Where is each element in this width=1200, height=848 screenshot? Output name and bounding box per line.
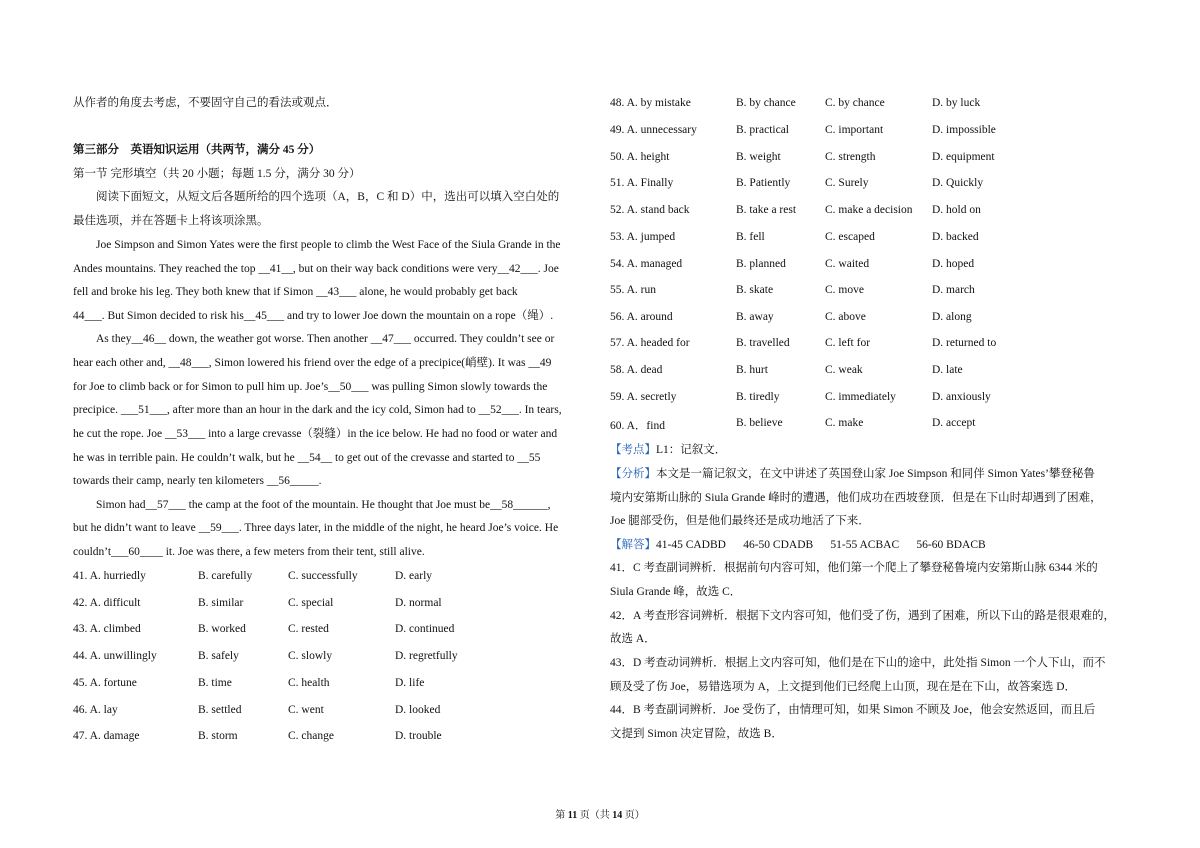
option-c: C. make (825, 417, 864, 429)
option-b: B. Patiently (736, 177, 791, 189)
option-b: B. storm (198, 730, 238, 742)
option-a: 54. A. managed (610, 258, 683, 270)
option-d: D. impossible (932, 124, 996, 136)
option-d: D. along (932, 311, 972, 323)
jieda-label: 【解答】 (610, 539, 656, 551)
option-b: B. safely (198, 650, 239, 662)
option-d: D. Quickly (932, 177, 984, 189)
passage-line: 44___. But Simon decided to risk his__45___ and try to lower Joe down the mountain on a rope（绳）. (73, 310, 554, 322)
option-c: C. rested (288, 623, 329, 635)
instructions-line-2: 最佳选项，并在答题卡上将该项涂黑。 (73, 215, 269, 227)
fenxi-line (610, 467, 1095, 481)
option-c: C. by chance (825, 97, 885, 109)
question-row (610, 231, 1130, 245)
passage-line: fell and broke his leg. They both knew that if Simon __43___ alone, he would probably get back (73, 286, 518, 298)
option-b: B. travelled (736, 337, 790, 349)
passage-line: couldn’t___60____ it. Joe was there, a few meters from their tent, still alive. (73, 546, 425, 558)
explanation-line: 顾及受了伤 Joe，易错选项为 A，上文提到他们已经爬上山顶，现在是在下山，故答案选 D． (610, 681, 1077, 693)
option-b: B. time (198, 677, 232, 689)
question-row (73, 730, 593, 744)
option-d: D. accept (932, 417, 976, 429)
fenxi-line: Joe 腿部受伤，但是他们最终还是成功地活了下来． (610, 515, 870, 527)
question-row (73, 597, 593, 611)
option-c: C. important (825, 124, 884, 136)
explanation-line: 43．D 考查动词辨析．根据上文内容可知，他们是在下山的途中，此处指 Simon 一个人下山，而不 (610, 657, 1106, 669)
explanation-line: Siula Grande 峰，故选 C． (610, 586, 742, 598)
option-a: 45. A. fortune (73, 677, 137, 689)
option-b: B. settled (198, 704, 242, 716)
passage-line: Andes mountains. They reached the top __41__, but on their way back conditions were very__42___. Joe (73, 263, 559, 275)
option-a: 58. A. dead (610, 364, 663, 376)
option-a: 42. A. difficult (73, 597, 141, 609)
option-d: D. march (932, 284, 975, 296)
passage-line: Joe Simpson and Simon Yates were the first people to climb the West Face of the Siula Grande in the (96, 239, 561, 251)
kaodian-line (610, 443, 726, 457)
option-d: D. by luck (932, 97, 981, 109)
kaodian-label: 【考点】 (610, 444, 656, 456)
passage-line: but he didn’t want to leave __59___. Three days later, in the middle of the night, he heard Joe’s voice. He (73, 522, 559, 534)
option-b: B. similar (198, 597, 244, 609)
option-d: D. continued (395, 623, 455, 635)
option-c: C. make a decision (825, 204, 913, 216)
passage-line: towards their camp, nearly ten kilometers __56_____. (73, 475, 322, 487)
option-b: B. carefully (198, 570, 253, 582)
instructions-line-1: 阅读下面短文，从短文后各题所给的四个选项（A，B，C 和 D）中，选出可以填入空白处的 (96, 191, 560, 203)
option-b: B. hurt (736, 364, 768, 376)
page-footer (0, 806, 1200, 821)
option-c: C. successfully (288, 570, 358, 582)
option-d: D. trouble (395, 730, 442, 742)
fenxi-label: 【分析】 (610, 468, 656, 480)
explanation-line: 41．C 考查副词辨析．根据前句内容可知，他们第一个爬上了攀登秘鲁境内安第斯山脉 6344 米的 (610, 562, 1098, 574)
passage-line: hear each other and, __48___, Simon lowered his friend over the edge of a precipice(峭壁). It was __49 (73, 357, 552, 369)
passage-line: Simon had__57___ the camp at the foot of the mountain. He thought that Joe must be__58______, (96, 499, 551, 511)
question-row (610, 97, 1130, 111)
kaodian-text: L1：记叙文． (656, 444, 727, 456)
option-b: B. weight (736, 151, 781, 163)
option-a: 60. A．find (610, 420, 665, 432)
option-a: 48. A. by mistake (610, 97, 691, 109)
passage-line: he cut the rope. Joe __53___ into a large crevasse（裂缝）in the ice below. He had no food or water and (73, 428, 558, 440)
option-a: 51. A. Finally (610, 177, 674, 189)
option-a: 43. A. climbed (73, 623, 141, 635)
question-row (73, 677, 593, 691)
question-row (73, 570, 593, 584)
option-b: B. skate (736, 284, 774, 296)
explanation-line: 44．B 考查副词辨析．Joe 受伤了，由情理可知，如果 Simon 不顾及 Joe，他会安然返回，而且后 (610, 704, 1096, 716)
option-a: 50. A. height (610, 151, 670, 163)
option-b: B. fell (736, 231, 765, 243)
option-c: C. health (288, 677, 330, 689)
option-b: B. take a rest (736, 204, 797, 216)
explanation-line: 文提到 Simon 决定冒险，故选 B． (610, 728, 783, 740)
question-row (610, 151, 1130, 165)
option-a: 46. A. lay (73, 704, 118, 716)
option-d: D. equipment (932, 151, 995, 163)
option-c: C. weak (825, 364, 863, 376)
option-c: C. immediately (825, 391, 896, 403)
explanation-line: 故选 A． (610, 633, 656, 645)
question-row (610, 204, 1130, 218)
option-c: C. went (288, 704, 324, 716)
option-a: 57. A. headed for (610, 337, 690, 349)
question-row (610, 364, 1130, 378)
question-row (610, 124, 1130, 138)
option-d: D. looked (395, 704, 441, 716)
question-row (610, 177, 1130, 191)
option-b: B. by chance (736, 97, 796, 109)
option-c: C. escaped (825, 231, 875, 243)
option-c: C. slowly (288, 650, 333, 662)
question-row (610, 284, 1130, 298)
intro-tail: 从作者的角度去考虑，不要固守自己的看法或观点． (73, 97, 338, 109)
jieda-text: 41-45 CADBD 46-50 CDADB 51-55 ACBAC 56-60 BDACB (656, 539, 986, 551)
footer-prefix: 第 (555, 810, 568, 821)
footer-suffix: 页） (622, 810, 645, 821)
total-pages: 14 (612, 810, 623, 821)
footer-mid: 页（共 (577, 810, 613, 821)
option-a: 55. A. run (610, 284, 656, 296)
option-b: B. tiredly (736, 391, 780, 403)
section-title: 第三部分 英语知识运用（共两节，满分 45 分） (73, 144, 321, 156)
option-c: C. strength (825, 151, 876, 163)
question-row (73, 650, 593, 664)
explanation-line: 42．A 考查形容词辨析．根据下文内容可知，他们受了伤，遇到了困难，所以下山的路是很艰难的， (610, 610, 1116, 622)
option-a: 41. A. hurriedly (73, 570, 146, 582)
passage-line: for Joe to climb back or for Simon to pull him up. Joe’s__50___ was pulling Simon slowly towards the (73, 381, 548, 393)
question-row (73, 704, 593, 718)
option-d: D. anxiously (932, 391, 991, 403)
option-b: B. believe (736, 417, 783, 429)
passage-line: he was in terrible pain. He couldn’t walk, but he __54__ to get out of the crevasse and started to __55 (73, 452, 541, 464)
option-a: 59. A. secretly (610, 391, 677, 403)
current-page: 11 (567, 810, 578, 821)
fenxi-text: 本文是一篇记叙文，在文中讲述了英国登山家 Joe Simpson 和同伴 Simon Yates’攀登秘鲁 (656, 468, 1095, 480)
fenxi-line: 境内安第斯山脉的 Siula Grande 峰时的遭遇，他们成功在西坡登顶．但是在下山时却遇到了困难， (610, 492, 1102, 504)
option-d: D. normal (395, 597, 442, 609)
option-c: C. waited (825, 258, 870, 270)
option-a: 49. A. unnecessary (610, 124, 697, 136)
passage-line: precipice. ___51___, after more than an hour in the dark and the icy cold, Simon had to __52___. In tears, (73, 404, 562, 416)
option-c: C. above (825, 311, 866, 323)
option-b: B. away (736, 311, 774, 323)
option-d: D. regretfully (395, 650, 458, 662)
question-row (73, 623, 593, 637)
question-row (610, 311, 1130, 325)
section-subtitle: 第一节 完形填空（共 20 小题；每题 1.5 分，满分 30 分） (73, 168, 361, 180)
option-d: D. late (932, 364, 963, 376)
option-c: C. special (288, 597, 334, 609)
option-b: B. practical (736, 124, 790, 136)
option-a: 53. A. jumped (610, 231, 676, 243)
option-a: 44. A. unwillingly (73, 650, 157, 662)
question-row (610, 258, 1130, 272)
option-d: D. life (395, 677, 425, 689)
option-a: 52. A. stand back (610, 204, 690, 216)
option-d: D. returned to (932, 337, 997, 349)
option-d: D. hold on (932, 204, 981, 216)
passage-line: As they__46__ down, the weather got worse. Then another __47___ occurred. They couldn’t see or (96, 333, 555, 345)
question-row (610, 417, 1130, 431)
option-d: D. hoped (932, 258, 975, 270)
option-d: D. backed (932, 231, 979, 243)
option-a: 47. A. damage (73, 730, 140, 742)
option-b: B. planned (736, 258, 786, 270)
jieda-line (610, 538, 986, 552)
option-c: C. change (288, 730, 334, 742)
option-a: 56. A. around (610, 311, 673, 323)
question-row (610, 391, 1130, 405)
option-b: B. worked (198, 623, 246, 635)
option-d: D. early (395, 570, 433, 582)
option-c: C. Surely (825, 177, 869, 189)
question-row (610, 337, 1130, 351)
option-c: C. move (825, 284, 864, 296)
option-c: C. left for (825, 337, 871, 349)
